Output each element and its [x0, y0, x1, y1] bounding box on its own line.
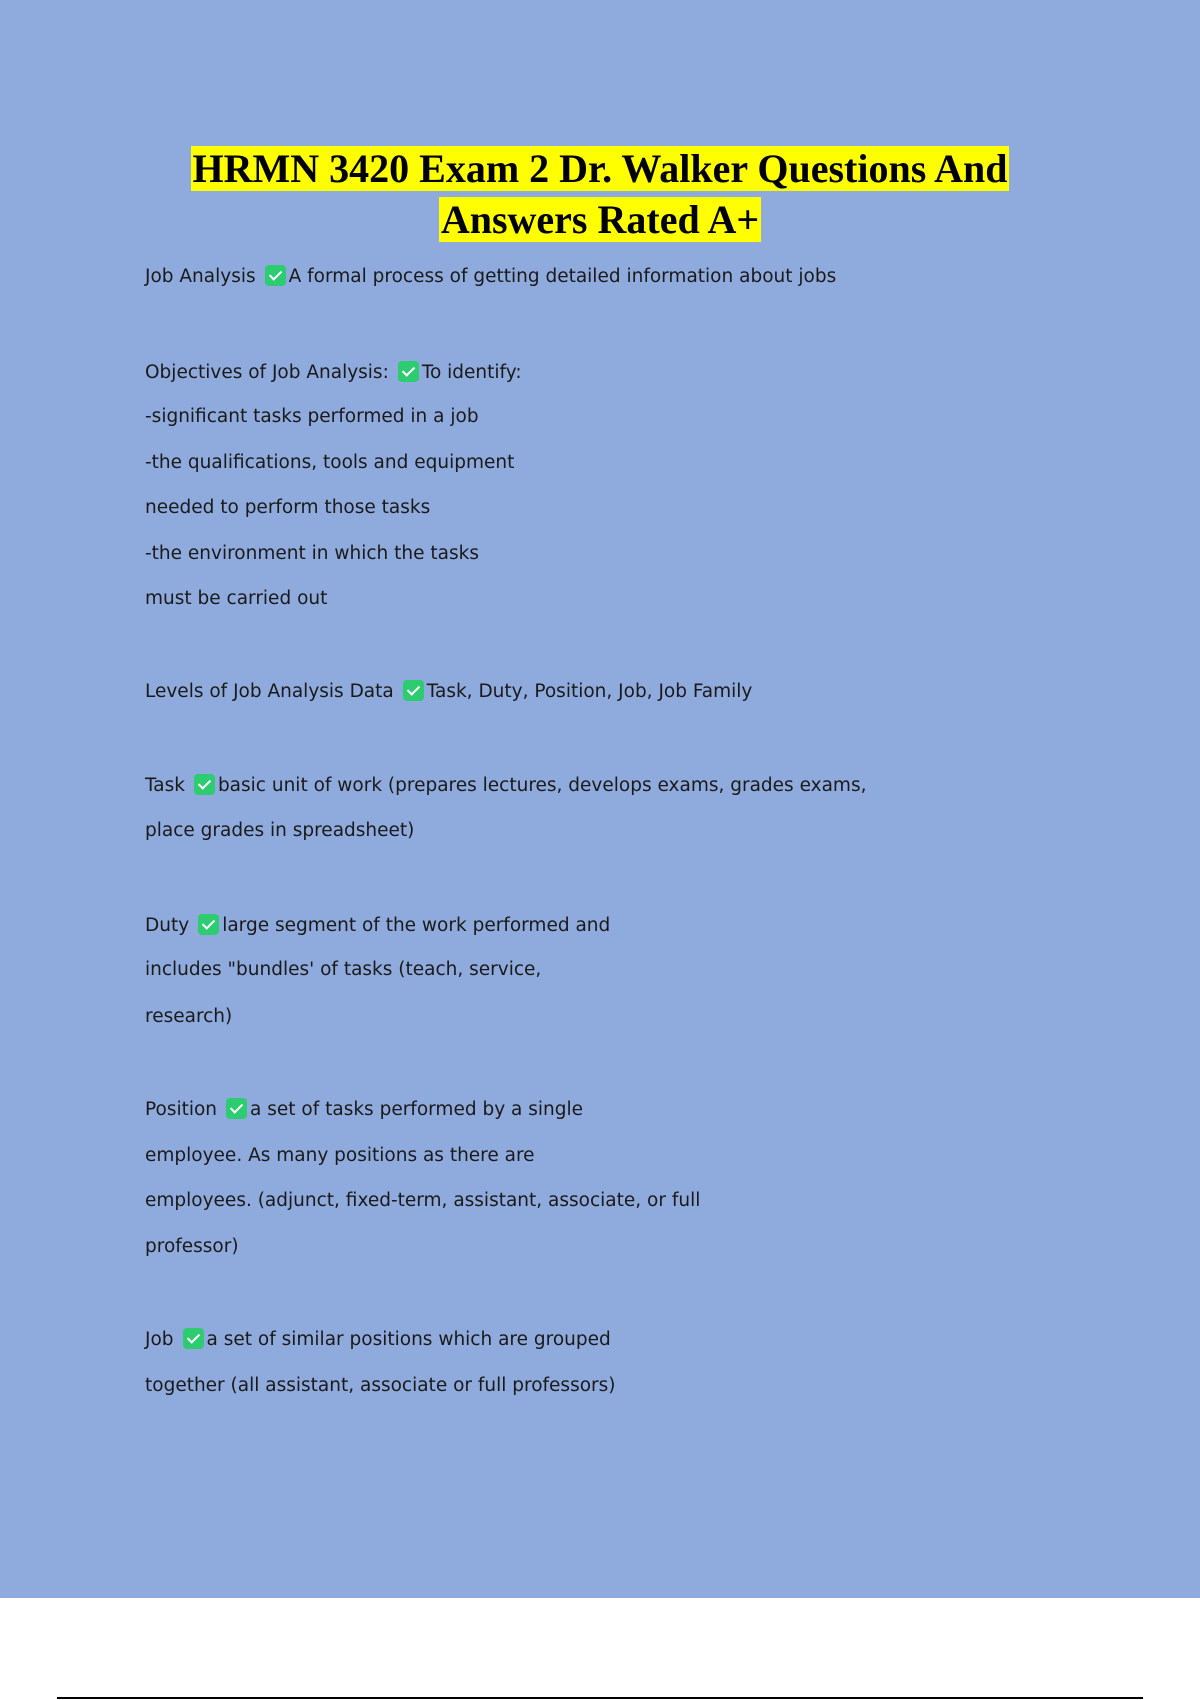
entry-job	[145, 1327, 611, 1353]
check-mark-icon	[183, 1328, 204, 1349]
entry-term: Job Analysis	[145, 266, 256, 287]
entry-position	[145, 1097, 583, 1123]
entry-task	[145, 773, 866, 799]
entry-definition: a set of similar positions which are grouped	[206, 1329, 611, 1350]
entry-definition: large segment of the work performed and	[222, 915, 611, 936]
title-line-2: Answers Rated A+	[440, 197, 760, 242]
entry-continuation-line: must be carried out	[145, 588, 328, 609]
entry-term: Task	[145, 775, 185, 796]
entry-definition: Task, Duty, Position, Job, Job Family	[426, 681, 753, 702]
entry-term: Position	[145, 1099, 218, 1120]
entry-objectives-of-job-analysis	[145, 360, 522, 386]
entry-continuation-line: needed to perform those tasks	[145, 497, 431, 518]
document-title	[0, 143, 1200, 245]
entry-definition: A formal process of getting detailed information about jobs	[288, 266, 837, 287]
entry-continuation-line: -the qualifications, tools and equipment	[145, 452, 515, 473]
entry-continuation-line: -significant tasks performed in a job	[145, 406, 479, 427]
check-mark-icon	[398, 361, 419, 382]
entry-definition: basic unit of work (prepares lectures, develops exams, grades exams,	[217, 775, 867, 796]
check-mark-icon	[198, 914, 219, 935]
entry-levels-of-job-analysis-data	[145, 679, 752, 705]
entry-continuation-line: professor)	[145, 1236, 239, 1257]
entry-continuation-line: employees. (adjunct, fixed-term, assistant, associate, or full	[145, 1190, 701, 1211]
entry-term: Levels of Job Analysis Data	[145, 681, 394, 702]
entry-definition: a set of tasks performed by a single	[250, 1099, 584, 1120]
check-mark-icon	[265, 265, 286, 286]
entry-duty	[145, 913, 610, 939]
entry-term: Duty	[145, 915, 190, 936]
entry-job-analysis	[145, 264, 836, 290]
entry-definition: To identify:	[421, 362, 522, 383]
entry-continuation-line: includes "bundles' of tasks (teach, service,	[145, 959, 542, 980]
entry-continuation-line: -the environment in which the tasks	[145, 543, 479, 564]
page-divider	[57, 1697, 1143, 1699]
entry-continuation-line: research)	[145, 1006, 233, 1027]
title-line-1: HRMN 3420 Exam 2 Dr. Walker Questions And	[192, 146, 1008, 191]
check-mark-icon	[194, 774, 215, 795]
entry-term: Objectives of Job Analysis:	[145, 362, 389, 383]
check-mark-icon	[226, 1098, 247, 1119]
entry-continuation-line: place grades in spreadsheet)	[145, 820, 415, 841]
entry-term: Job	[145, 1329, 174, 1350]
entry-continuation-line: employee. As many positions as there are	[145, 1145, 535, 1166]
check-mark-icon	[403, 680, 424, 701]
entry-continuation-line: together (all assistant, associate or full professors)	[145, 1375, 616, 1396]
